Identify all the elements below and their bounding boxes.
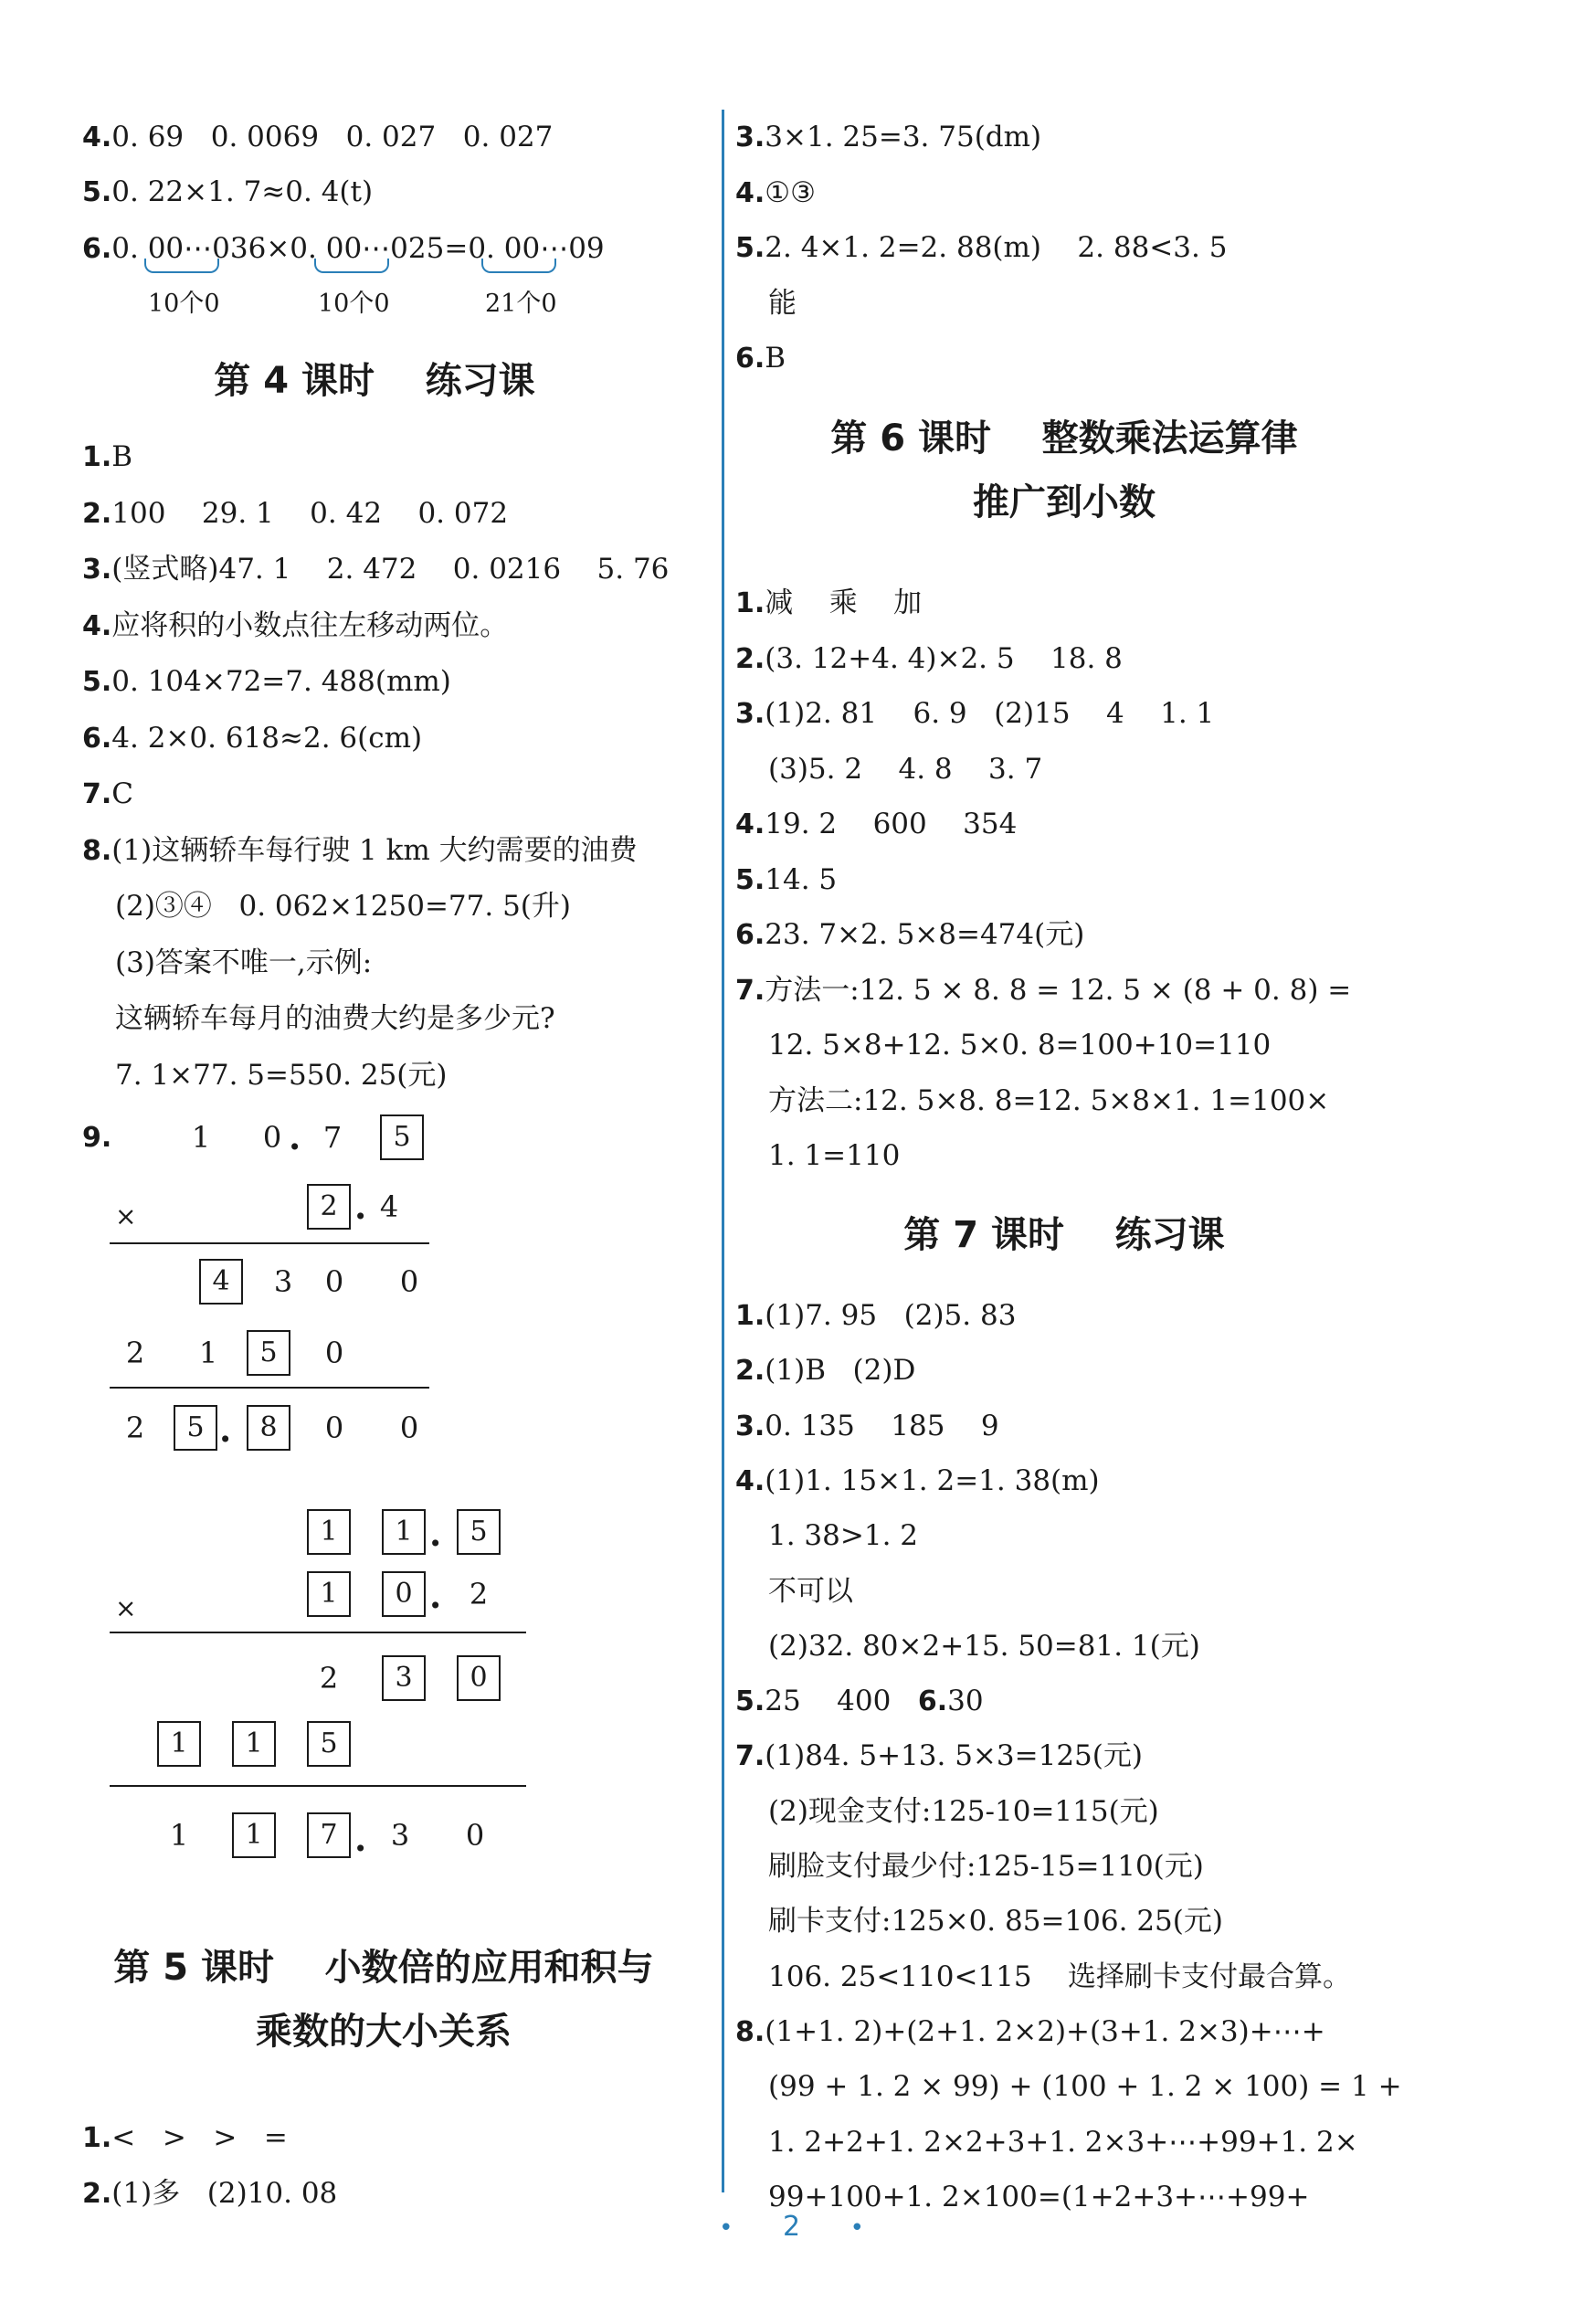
answer-line: 4.(1)1. 15×1. 2=1. 38(m) [735, 1463, 1100, 1497]
answer-line: 1. 2+2+1. 2×2+3+1. 2×3+⋯+99+1. 2× [768, 2125, 1358, 2159]
answer-line: 3.(1)2. 81 6. 9 (2)15 4 1. 1 [735, 697, 1215, 730]
answer-line: 2.(3. 12+4. 4)×2. 5 18. 8 [735, 641, 1123, 675]
brace-mark [314, 259, 389, 273]
answer-line: 8.(1)这辆轿车每行驶 1 km 大约需要的油费 [82, 833, 638, 867]
answer-line: 7.C [82, 777, 134, 810]
section-heading: 第 4 课时 练习课 [214, 360, 535, 402]
answer-line: (3)5. 2 4. 8 3. 7 [768, 752, 1043, 786]
answer-line: 5.2. 4×1. 2=2. 88(m) 2. 88<3. 5 [735, 231, 1228, 264]
answer-line: 1.减 乘 加 [735, 586, 923, 619]
answer-line: 5.25 400 6.30 [735, 1685, 984, 1718]
answer-line: 4.应将积的小数点往左移动两位。 [82, 608, 509, 642]
section-heading: 第 5 课时 小数倍的应用和积与 [113, 1947, 654, 1989]
brace-mark [144, 259, 219, 273]
bullet-mark: • [850, 2214, 864, 2242]
answer-line: 12. 5×8+12. 5×0. 8=100+10=110 [768, 1029, 1272, 1062]
section-heading: 推广到小数 [973, 481, 1156, 523]
bullet-mark: • [719, 2214, 733, 2242]
page-footer [0, 2211, 1583, 2243]
answer-line: 1. 1=110 [768, 1139, 901, 1172]
answer-line: 方法二:12. 5×8. 8=12. 5×8×1. 1=100× [768, 1083, 1330, 1117]
section-heading: 第 6 课时 整数乘法运算律 [830, 417, 1298, 460]
section-heading: 乘数的大小关系 [256, 2011, 512, 2053]
brace-mark [481, 259, 556, 273]
answer-line: (99 + 1. 2 × 99) + (100 + 1. 2 × 100) = 1 + [768, 2070, 1402, 2104]
answer-line: 刷卡支付:125×0. 85=106. 25(元) [768, 1905, 1223, 1938]
answer-line: 刷脸支付最少付:125-15=110(元) [768, 1850, 1204, 1883]
answer-line: 不可以 [768, 1574, 853, 1608]
answer-line: 5.14. 5 [735, 862, 838, 896]
answer-line: 6.B [735, 342, 786, 375]
answer-line: 5.0. 104×72=7. 488(mm) [82, 665, 451, 698]
answer-line: (2)32. 80×2+15. 50=81. 1(元) [768, 1629, 1200, 1663]
answer-line: 1.B [82, 440, 133, 473]
page-number: 2 [782, 2211, 801, 2243]
answer-line: 3.(竖式略)47. 1 2. 472 0. 0216 5. 76 [82, 553, 670, 586]
question-number: 9. [82, 1122, 112, 1154]
answer-line: 5.0. 22×1. 7≈0. 4(t) [82, 175, 374, 208]
answer-line: 99+100+1. 2×100=(1+2+3+⋯+99+ [768, 2180, 1310, 2213]
answer-line: 1. 38>1. 2 [768, 1519, 919, 1553]
answer-line: 2.(1)B (2)D [735, 1354, 916, 1388]
answer-line: 3.0. 135 185 9 [735, 1409, 999, 1442]
answer-line: 4.①③ [735, 175, 816, 209]
zero-count-label: 21个0 [485, 290, 557, 318]
answer-line: 8.(1+1. 2)+(2+1. 2×2)+(3+1. 2×3)+⋯+ [735, 2014, 1325, 2048]
section-heading: 第 7 课时 练习课 [903, 1214, 1225, 1256]
answer-line: 106. 25<110<115 选择刷卡支付最合算。 [768, 1960, 1352, 1993]
answer-line: 6.4. 2×0. 618≈2. 6(cm) [82, 721, 423, 755]
answer-line: 2.100 29. 1 0. 42 0. 072 [82, 496, 509, 530]
column-divider [722, 110, 724, 2192]
answer-line: 7.(1)84. 5+13. 5×3=125(元) [735, 1739, 1143, 1773]
answer-line: 3.3×1. 25=3. 75(dm) [735, 121, 1042, 153]
answer-line: 这辆轿车每月的油费大约是多少元? [115, 1002, 555, 1035]
answer-line: 4.19. 2 600 354 [735, 808, 1018, 840]
answer-line: 1.(1)7. 95 (2)5. 83 [735, 1299, 1017, 1332]
answer-line: 6.0. 00⋯036×0. 00⋯025=0. 00⋯09 [82, 232, 605, 265]
answer-line: (3)答案不唯一,示例: [115, 945, 373, 979]
answer-line: 2.(1)多 (2)10. 08 [82, 2177, 338, 2210]
answer-line: 1.< > > = [82, 2121, 288, 2154]
answer-line: (2)③④ 0. 062×1250=77. 5(升) [115, 890, 571, 923]
zero-count-label: 10个0 [148, 290, 220, 318]
zero-count-label: 10个0 [318, 290, 390, 318]
answer-line: 6.23. 7×2. 5×8=474(元) [735, 918, 1085, 951]
answer-line: (2)现金支付:125-10=115(元) [768, 1794, 1159, 1828]
answer-line: 7.方法一:12. 5 × 8. 8 = 12. 5 × (8 + 0. 8) = [735, 973, 1352, 1007]
answer-line: 7. 1×77. 5=550. 25(元) [115, 1058, 448, 1092]
answer-line: 4.0. 69 0. 0069 0. 027 0. 027 [82, 121, 554, 153]
answer-line: 能 [768, 286, 797, 320]
